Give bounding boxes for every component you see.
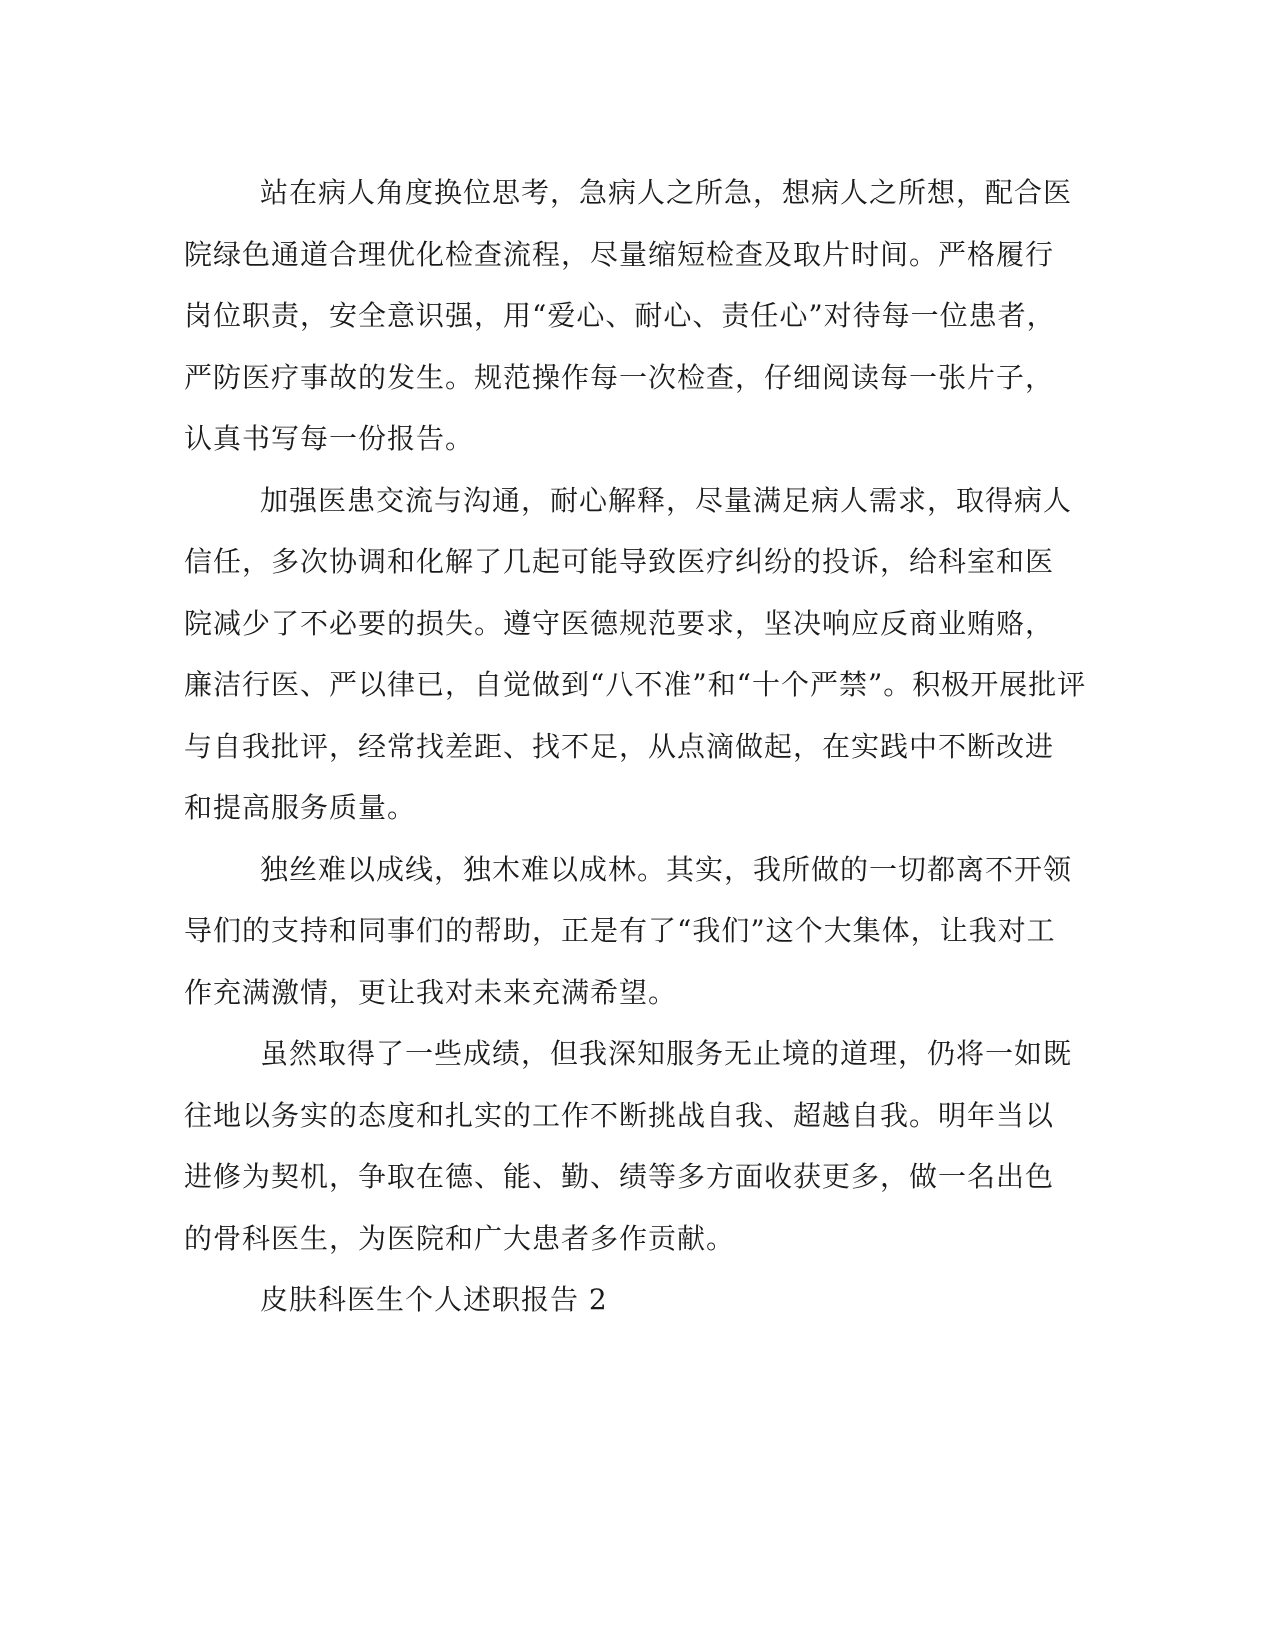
paragraph-line: 进修为契机，争取在德、能、勤、绩等多方面收获更多，做一名出色	[184, 1160, 1055, 1193]
paragraph-2	[184, 470, 1087, 839]
paragraph-line: 加强医患交流与沟通，耐心解释，尽量满足病人需求，取得病人	[260, 483, 1073, 517]
paragraph-4	[184, 1023, 1084, 1269]
paragraph-1	[184, 162, 1084, 470]
paragraph-line: 独丝难以成线，独木难以成林。其实，我所做的一切都离不开领	[260, 852, 1073, 886]
paragraph-line: 往地以务实的态度和扎实的工作不断挑战自我、超越自我。明年当以	[184, 1098, 1055, 1132]
paragraph-line: 岗位职责，安全意识强，用“爱心、耐心、责任心”对待每一位患者，	[184, 299, 1056, 332]
paragraph-line: 导们的支持和同事们的帮助，正是有了“我们”这个大集体，让我对工	[184, 914, 1056, 947]
paragraph-line: 和提高服务质量。	[184, 791, 417, 824]
paragraph-line: 认真书写每一份报告。	[184, 422, 475, 455]
document-body	[184, 162, 1087, 1331]
paragraph-line: 廉洁行医、严以律已，自觉做到“八不准”和“十个严禁”。积极开展批评	[184, 668, 1087, 701]
section-heading: 皮肤科医生个人述职报告 2	[260, 1283, 608, 1316]
paragraph-line: 与自我批评，经常找差距、找不足，从点滴做起，在实践中不断改进	[184, 729, 1055, 763]
paragraph-line: 院减少了不必要的损失。遵守医德规范要求，坚决响应反商业贿赂，	[184, 606, 1055, 640]
paragraph-line: 严防医疗事故的发生。规范操作每一次检查，仔细阅读每一张片子，	[184, 360, 1055, 394]
paragraph-line: 作充满激情，更让我对未来充满希望。	[184, 975, 678, 1009]
paragraph-line: 信任，多次协调和化解了几起可能导致医疗纠纷的投诉，给科室和医	[184, 545, 1055, 578]
paragraph-line: 的骨科医生，为医院和广大患者多作贡献。	[184, 1221, 736, 1255]
paragraph-line: 院绿色通道合理优化检查流程，尽量缩短检查及取片时间。严格履行	[184, 237, 1055, 271]
paragraph-3	[184, 839, 1084, 1024]
paragraph-line: 虽然取得了一些成绩，但我深知服务无止境的道理，仍将一如既	[260, 1037, 1073, 1070]
paragraph-line: 站在病人角度换位思考，急病人之所急，想病人之所想，配合医	[260, 176, 1073, 209]
